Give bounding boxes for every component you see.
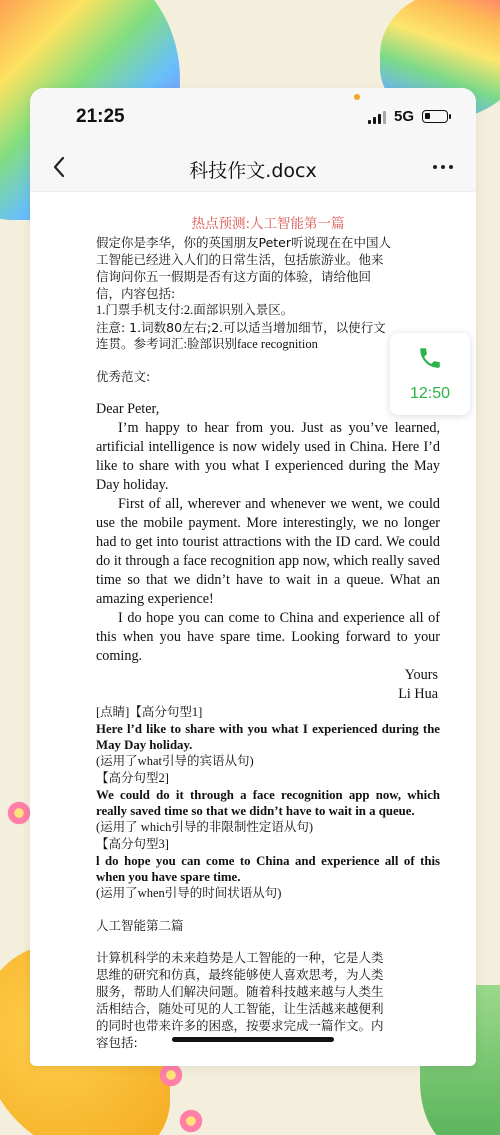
status-time: 21:25: [76, 106, 125, 127]
letter-closing: Yours: [404, 667, 438, 683]
call-floating-widget[interactable]: [390, 333, 470, 415]
prompt-line: 1.门票手机支付:2.面部识别入景区。: [96, 303, 294, 317]
prompt-line: 活相结合，随处可见的人工智能，让生活越来越便利: [96, 1001, 384, 1016]
analysis-note: (运用了 which引导的非限制性定语从句): [96, 820, 313, 834]
key-sentence: l do hope you can come to China and experience all of this when you have spare time.: [96, 854, 440, 884]
analysis-label: 【高分句型2]: [96, 771, 169, 785]
document-heading: 热点预测:人工智能第一篇: [191, 216, 345, 232]
letter-paragraph: I’m happy to hear from you. Just as you’ve learned, artificial intelligence is now widely used in China. Here I’d like to share with you what I experienced during the May Day holiday.: [96, 420, 440, 493]
prompt-line: 容包括:: [96, 1035, 138, 1050]
analysis-label: [点睛]【高分句型1]: [96, 705, 203, 719]
battery-level: [425, 113, 430, 119]
status-bar: [30, 88, 476, 144]
letter-signature: Li Hua: [398, 686, 438, 702]
more-dot: [449, 165, 453, 169]
sample-label: 优秀范文:: [96, 369, 151, 384]
analysis-note: (运用了when引导的时间状语从句): [96, 886, 282, 900]
prompt-line: 的同时也带来许多的困惑，按要求完成一篇作文。内: [96, 1018, 384, 1033]
key-sentence: We could do it through a face recognition app now, which really saved time so that we didn’t have to wait in a queue.: [96, 788, 440, 818]
document-title: 科技作文.docx: [189, 160, 317, 182]
battery-icon: [422, 110, 448, 123]
prompt-line: 信，内容包括:: [96, 286, 176, 301]
prompt-line: 假定你是李华，你的英国朋友Peter听说现在在中国人: [96, 235, 392, 250]
network-type: 5G: [393, 108, 414, 125]
prompt-line: 连贯。参考词汇:脸部识别face recognition: [96, 337, 318, 351]
phone-icon: [417, 345, 443, 371]
more-dot: [441, 165, 445, 169]
document-header: [30, 144, 476, 192]
more-dot: [433, 165, 437, 169]
letter-salutation: Dear Peter,: [96, 401, 160, 417]
analysis-note: (运用了what引导的宾语从句): [96, 754, 254, 768]
letter-paragraph: First of all, wherever and whenever we went, we could use the mobile payment. More interestingly, we no longer had to get into tourist attractions with the ID card. We could do it through a face recognition app now, which really saved time so that we didn’t have to wait in a queue. What an amazing experience!: [96, 496, 440, 607]
privacy-indicator-dot: [354, 94, 360, 100]
letter-paragraph: I do hope you can come to China and experience all of this when you have spare time. Looking forward to your coming.: [96, 610, 440, 664]
key-sentence: Here l’d like to share with you what I experienced during the May Day holiday.: [96, 722, 440, 752]
flower-decoration: [6, 800, 32, 826]
prompt-line: 计算机科学的未来趋势是人工智能的一种，它是人类: [96, 950, 384, 965]
analysis-label: 【高分句型3]: [96, 837, 169, 851]
signal-icon: [368, 110, 386, 124]
prompt-line: 思维的研究和仿真，最终能够使人喜欢思考，为人类: [96, 967, 384, 982]
more-options-button[interactable]: [428, 152, 458, 182]
prompt-line: 工智能已经进入人们的日常生活，包括旅游业。他来: [96, 252, 384, 267]
document-content: [96, 212, 440, 1051]
prompt-line: 注意: 1.词数80左右;2.可以适当增加细节，以使行文: [96, 320, 386, 335]
phone-screen: [30, 88, 476, 1066]
status-indicators: [368, 108, 448, 125]
call-duration: 12:50: [409, 385, 451, 402]
home-indicator[interactable]: [172, 1037, 334, 1042]
second-heading: 人工智能第二篇: [96, 918, 184, 933]
prompt-line: 信询问你五一假期是否有这方面的体验，请给他回: [96, 269, 372, 284]
flower-decoration: [178, 1108, 204, 1134]
prompt-line: 服务，帮助人们解决问题。随着科技越来越与人类生: [96, 984, 384, 999]
